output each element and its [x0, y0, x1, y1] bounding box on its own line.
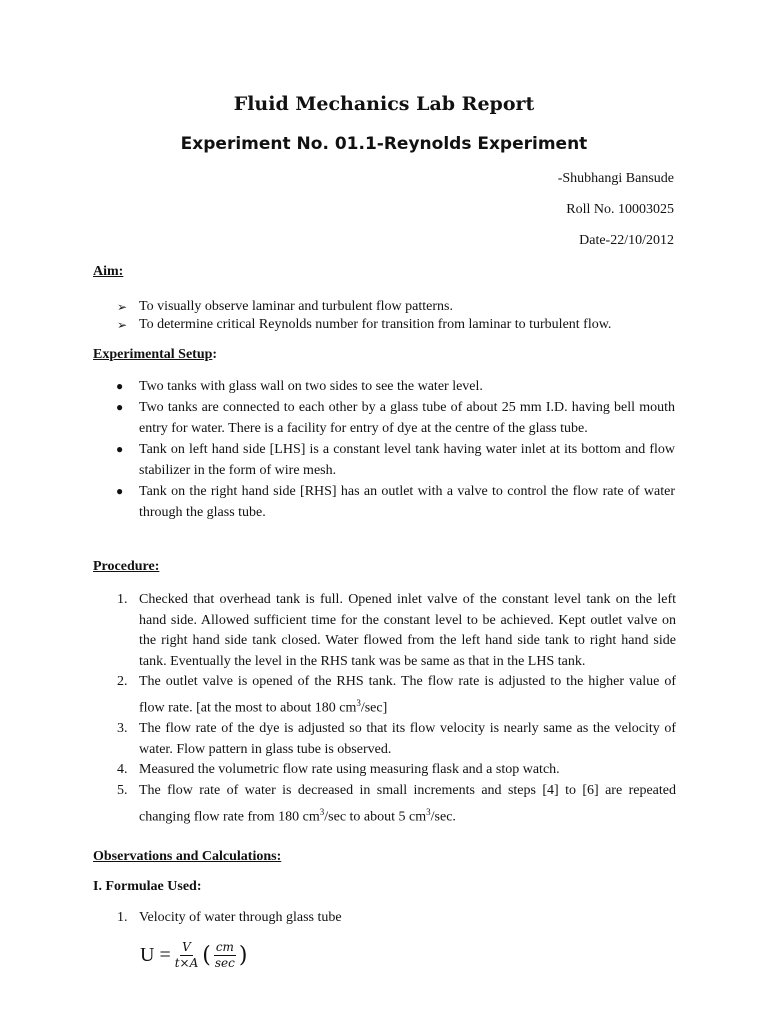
step-text-part: /sec] — [360, 700, 388, 716]
report-title: Fluid Mechanics Lab Report — [233, 93, 535, 115]
step-text — [139, 781, 676, 828]
roll-number: Roll No. 10003025 — [566, 202, 674, 217]
observations-heading: Observations and Calculations: — [93, 849, 282, 864]
step-text: Checked that overhead tank is full. Opened inlet valve of the constant level tank on the left hand side. Allowed sufficient time for the constant level to be achieved. Kept outlet valve on the right hand side tank closed. Water flowed from the left hand side tank to right hand side tank. Eventually the level in the RHS tank was be same as that in the LHS tank. — [139, 592, 676, 669]
setup-heading: Experimental Setup — [93, 347, 213, 362]
step-number: 4. — [117, 762, 128, 778]
unit-denominator: sec — [214, 956, 235, 970]
fraction-v-over-ta — [173, 940, 201, 971]
setup-item-text: Tank on left hand side [LHS] is a constant level tank having water inlet at its bottom and flow stabilizer in the form of wire mesh. — [139, 442, 675, 478]
bullet-icon: ● — [116, 379, 124, 393]
list-item — [116, 481, 676, 523]
step-text-part: /sec to about 5 cm — [324, 809, 427, 825]
aim-list — [117, 298, 677, 334]
superscript: 3 — [426, 806, 431, 817]
bullet-icon: ● — [116, 442, 124, 456]
bullet-icon: ● — [116, 484, 124, 498]
list-item — [117, 760, 677, 781]
fraction-denominator: t×A — [174, 956, 199, 970]
arrow-bullet-icon: ➢ — [117, 318, 128, 332]
setup-list — [116, 376, 676, 523]
step-number: 3. — [117, 721, 128, 737]
list-item — [117, 672, 677, 719]
report-date: Date-22/10/2012 — [579, 233, 674, 248]
open-paren: ( — [202, 943, 211, 968]
setup-heading-colon: : — [212, 347, 218, 362]
aim-item-text: To determine critical Reynolds number for transition from laminar to turbulent flow. — [139, 317, 612, 332]
arrow-bullet-icon: ➢ — [117, 300, 128, 314]
list-item — [116, 397, 676, 439]
bullet-icon: ● — [116, 400, 124, 414]
step-text-part: The outlet valve is opened of the RHS tank. The flow rate is adjusted to the higher value of flow rate. [at the most to about 180 cm — [139, 674, 676, 716]
list-item — [117, 590, 677, 672]
procedure-heading: Procedure: — [93, 559, 160, 574]
step-number: 2. — [117, 674, 128, 690]
formula-lhs: U = — [140, 944, 171, 966]
list-item — [117, 316, 677, 334]
author-name: -Shubhangi Bansude — [557, 171, 674, 186]
list-item — [117, 908, 677, 929]
setup-heading-wrap — [93, 347, 217, 363]
formulae-subheading: I. Formulae Used: — [93, 879, 202, 894]
list-item — [116, 439, 676, 481]
list-item — [117, 719, 677, 760]
step-text: The flow rate of the dye is adjusted so that its flow velocity is nearly same as the velocity of water. Flow pattern in glass tube is observed. — [139, 721, 676, 757]
list-item — [117, 298, 677, 316]
formula-number: 1. — [117, 910, 128, 925]
procedure-list — [117, 590, 677, 828]
superscript: 3 — [356, 697, 361, 708]
aim-heading: Aim: — [93, 264, 124, 279]
fraction-numerator: V — [182, 940, 191, 954]
step-text: Measured the volumetric flow rate using measuring flask and a stop watch. — [139, 762, 560, 778]
setup-item-text: Two tanks are connected to each other by a glass tube of about 25 mm I.D. having bell mouth entry for water. There is a facility for entry of dye at the centre of the glass tube. — [139, 400, 675, 436]
aim-item-text: To visually observe laminar and turbulent flow patterns. — [139, 299, 453, 314]
list-item — [117, 781, 677, 828]
formula-description: Velocity of water through glass tube — [139, 910, 342, 925]
step-text — [139, 672, 676, 719]
formulae-list — [117, 908, 677, 929]
superscript: 3 — [319, 806, 325, 817]
setup-item-text: Two tanks with glass wall on two sides to see the water level. — [139, 379, 483, 394]
experiment-subtitle: Experiment No. 01.1-Reynolds Experiment — [180, 134, 588, 154]
unit-numerator: cm — [215, 940, 234, 954]
list-item — [116, 376, 676, 397]
velocity-formula — [140, 940, 247, 971]
step-number: 5. — [117, 783, 128, 798]
setup-item-text: Tank on the right hand side [RHS] has an outlet with a valve to control the flow rate of water through the glass tube. — [139, 484, 675, 520]
step-number: 1. — [117, 592, 128, 607]
close-paren: ) — [238, 943, 248, 968]
step-text-part: /sec. — [430, 809, 456, 825]
step-text-part: The flow rate of water is decreased in small increments and steps [4] to [6] are repeated changing flow rate from 180 cm — [139, 783, 676, 825]
fraction-unit — [213, 940, 237, 971]
